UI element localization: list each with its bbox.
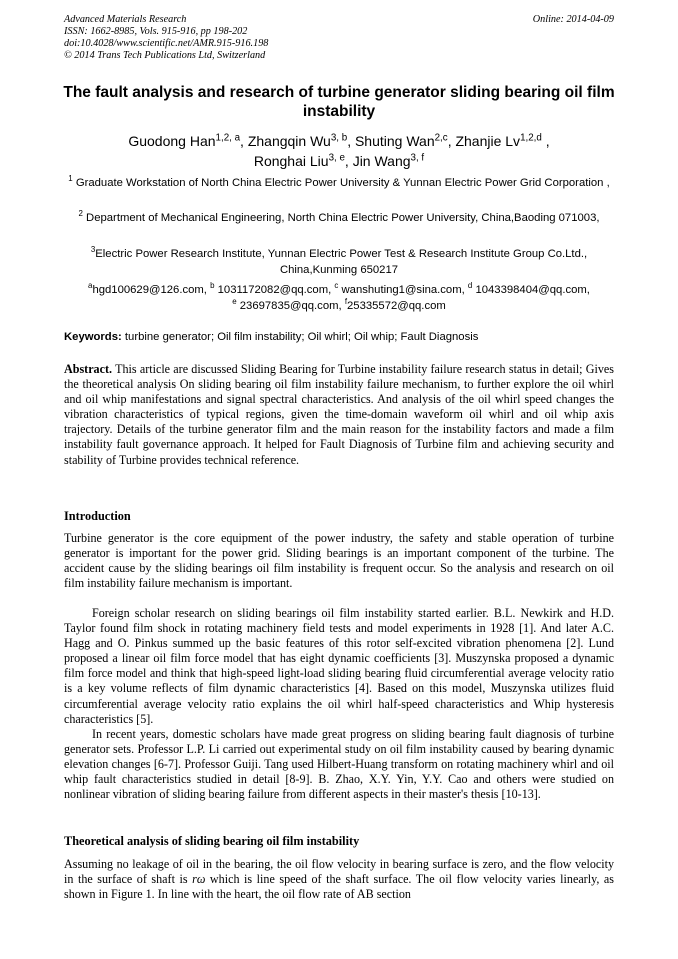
affiliation-1 <box>64 176 614 192</box>
email-separator: , <box>328 284 335 296</box>
email-separator: , <box>586 284 590 296</box>
affiliation-text: Graduate Workstation of North China Electric Power University & Yunnan Electric Power Grid Corporation , <box>75 177 610 189</box>
paper-title: The fault analysis and research of turbine generator sliding bearing oil film instability <box>63 84 615 120</box>
affiliation-text: Electric Power Research Institute, Yunnan Electric Power Test & Research Institute Group Co.Ltd., China,Kunming 650217 <box>95 248 588 276</box>
email-sup: e <box>232 296 237 306</box>
author-list <box>70 131 608 171</box>
email-separator: , <box>203 284 211 296</box>
email-separator: , <box>338 299 345 312</box>
affiliation-number: 2 <box>78 209 83 219</box>
email-sup: c <box>334 281 339 291</box>
author-separator: , <box>344 153 353 169</box>
theory-text-after: which is line speed of the shaft surface. The oil flow velocity varies linearly, as shown in Figure 1. In line with the heart, the oil flow rate of AB section <box>64 872 614 902</box>
author-name: Jin Wang <box>352 153 411 169</box>
affiliation-text: Department of Mechanical Engineering, North China Electric Power University, China,Baoding 071003, <box>86 212 600 224</box>
affiliation-number: 1 <box>68 174 73 184</box>
email-sup: d <box>467 281 473 291</box>
author-affil-sup: 1,2, a <box>215 132 241 144</box>
author-affil-sup: 3, f <box>410 152 425 164</box>
issn-line: ISSN: 1662-8985, Vols. 915-916, pp 198-202 <box>64 26 248 37</box>
email-address: hgd100629@126.com <box>92 284 204 296</box>
abstract-label: Abstract. <box>64 362 113 376</box>
author-affil-sup: 3, b <box>330 132 348 144</box>
author-name: Zhangqin Wu <box>247 133 331 149</box>
email-address: wanshuting1@sina.com <box>341 284 462 296</box>
shaft-speed-symbol: rω <box>192 872 206 887</box>
author-separator: , <box>347 133 355 149</box>
intro-paragraph-3: In recent years, domestic scholars have made great progress on sliding bearing fault diagnosis of turbine generator sets. Professor L.P. Li carried out experimental study on oil film instability caused by bearing dynamic elevation changes [6-7]. Professor Guiji. Tang used Hilbert-Huang transform on rotating machinery whirl and oil whip fault characteristics studied in detail [8-9]. B. Zhao, X.Y. Yin, Y.Y. Cao and others were studied on nonlinear vibration of sliding bearing failure from different aspects in their master's thesis [10-13]. <box>64 727 614 802</box>
theory-paragraph <box>64 857 614 902</box>
journal-name: Advanced Materials Research <box>64 14 187 25</box>
author-name: Guodong Han <box>128 133 216 149</box>
email-address: 1031172082@qq.com <box>217 284 329 296</box>
intro-paragraph-1: Turbine generator is the core equipment of the power industry, the safety and stable operation of turbine generator is important for the power grid. Sliding bearings is an important component of the turbine. The accident cause by the sliding bearings oil film instability is frequent occur. So the analysis and research on oil film instability failure mechanism is important. <box>64 531 614 591</box>
affiliation-3 <box>64 247 614 278</box>
email-sup: f <box>344 296 348 306</box>
email-separator: , <box>461 284 468 296</box>
email-list <box>64 283 614 314</box>
keywords-label: Keywords: <box>64 331 122 343</box>
author-name: Zhanjie Lv <box>455 133 521 149</box>
journal-header <box>64 14 268 62</box>
affiliation-number: 3 <box>90 245 96 255</box>
theory-heading: Theoretical analysis of sliding bearing oil film instability <box>64 834 360 848</box>
email-address: 23697835@qq.com <box>239 299 339 312</box>
keywords-line <box>64 330 614 345</box>
email-sup: a <box>88 281 93 291</box>
author-affil-sup: 1,2,d <box>520 132 542 144</box>
author-separator: , <box>541 133 550 149</box>
abstract-text: This article are discussed Sliding Bearing for Turbine instability failure research status in detail; Gives the theoretical analysis On sliding bearing oil film instability failure mechanism, to further explore the oil whirl and oil whip manifestations and signal spectral characteristics. And analysis of the oil whirl speed changes the vibration characteristics of typical regions, given the time-domain waveform oil whirl and oil whip axis trajectory. Details of the turbine generator film and the main reason for the instability factors and made a film instability fault governance approach. It helped for Fault Diagnosis of Turbine film and achieving security and stability of Turbine provides technical reference. <box>64 362 615 467</box>
copyright-line: © 2014 Trans Tech Publications Ltd, Switzerland <box>64 50 266 61</box>
author-name: Ronghai Liu <box>253 153 329 169</box>
online-date: Online: 2014-04-09 <box>532 14 614 25</box>
author-separator: , <box>447 133 456 149</box>
keywords-text: turbine generator; Oil film instability; Oil whirl; Oil whip; Fault Diagnosis <box>124 331 479 343</box>
theory-text-before: Assuming no leakage of oil in the bearing, the oil flow velocity in bearing surface is zero, and the flow velocity in the surface of shaft is <box>64 857 614 887</box>
author-separator: , <box>240 133 248 149</box>
affiliation-2 <box>64 211 614 227</box>
author-affil-sup: 3, e <box>328 152 345 164</box>
email-sup: b <box>210 281 215 291</box>
abstract <box>64 362 614 468</box>
doi-line: doi:10.4028/www.scientific.net/AMR.915-916.198 <box>64 38 269 49</box>
author-name: Shuting Wan <box>354 133 435 149</box>
email-address: 25335572@qq.com <box>347 299 446 312</box>
author-affil-sup: 2,c <box>434 132 448 144</box>
email-address: 1043398404@qq.com <box>475 284 587 296</box>
introduction-heading: Introduction <box>64 509 131 523</box>
intro-paragraph-2: Foreign scholar research on sliding bearings oil film instability started earlier. B.L. Newkirk and H.D. Taylor found film shock in rotating machinery field tests and model experiments in 1928 [1]. And later A.C. Hagg and O. Pinkus summed up the basic features of this rotor self-excited vibration phenomena [2]. Lund proposed a linear oil film force model that has eight dynamic coefficients [3]. Muszynska proposed a dynamic film force model and think that high-speed light-load sliding bearing fluid circumferential average velocity ratio is a key volume reflects of film dynamic characteristics [4]. Based on this model, Muszynska utilizes fluid circumferential average velocity ratio explains the oil whirl half-speed characteristics and Whip hysteresis characteristics [5]. <box>64 606 614 726</box>
